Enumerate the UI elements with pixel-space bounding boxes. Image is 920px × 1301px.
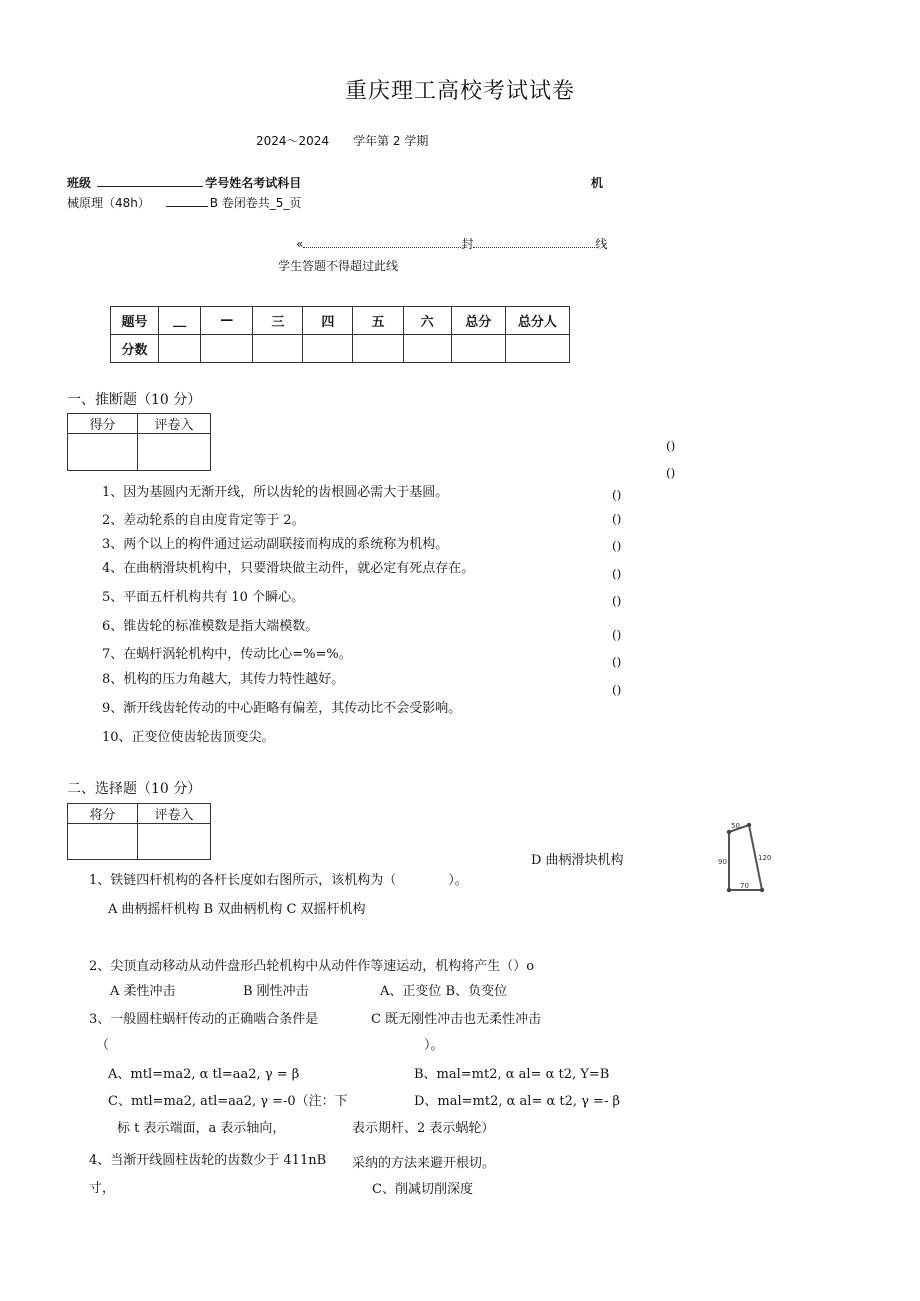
link-label-bottom: 70 bbox=[740, 882, 749, 890]
s1-question-10: 10、正变位使齿轮齿顶变尖。 bbox=[102, 730, 275, 745]
s2-question-1: 1、铁链四杆机构的各杆长度如右图所示，该机构为（ ）。 bbox=[89, 873, 468, 888]
seal-dots-2 bbox=[473, 237, 595, 248]
answer-paren[interactable]: () bbox=[612, 628, 622, 642]
paper-info: B 卷闭卷共_5_页 bbox=[209, 196, 302, 210]
s2-q4-right: 采纳的方法来避开根切。 bbox=[352, 1156, 496, 1171]
answer-paren[interactable]: () bbox=[612, 594, 622, 608]
answer-paren[interactable]: () bbox=[612, 488, 622, 502]
joint bbox=[760, 888, 764, 892]
score-col-5: 五 bbox=[353, 307, 403, 335]
s2-question-2: 2、尖顶直动移动从动件盘形凸轮机构中从动件作等速运动，机构将产生（）o bbox=[89, 959, 535, 974]
s1-question-8: 8、机构的压力角越大，其传力特性越好。 bbox=[102, 672, 345, 687]
s2-q2-option-b: B 刚性冲击 bbox=[243, 984, 309, 999]
section2-score-box bbox=[67, 803, 211, 860]
s2-q3-option-c: C、mtl=ma2, atl=aa2, γ =-0（注：下 bbox=[108, 1094, 348, 1109]
course-blank[interactable] bbox=[166, 194, 208, 207]
s2-q3-paren-open: （ bbox=[96, 1038, 110, 1053]
section1-score-label: 得分 bbox=[68, 414, 138, 434]
s1-question-2: 2、差动轮系的自由度肯定等于 2。 bbox=[102, 513, 305, 528]
s1-question-4: 4、在曲柄滑块机构中，只要滑块做主动件，就必定有死点存在。 bbox=[102, 561, 475, 576]
answer-paren[interactable]: () bbox=[666, 466, 676, 480]
score-col-grader: 总分人 bbox=[505, 307, 569, 335]
s2-q1-options: A 曲柄摇杆机构 B 双曲柄机构 C 双摇杆机构 bbox=[108, 902, 366, 917]
section1-score-cell[interactable] bbox=[68, 434, 138, 471]
s1-question-6: 6、锥齿轮的标准模数是指大端模数。 bbox=[102, 619, 319, 634]
score-cell[interactable] bbox=[403, 335, 451, 363]
seal-end: 线 bbox=[595, 237, 608, 251]
four-bar-linkage-figure bbox=[712, 812, 776, 898]
score-cell[interactable] bbox=[451, 335, 505, 363]
answer-paren[interactable]: () bbox=[612, 539, 622, 553]
section1-grader-cell[interactable] bbox=[138, 434, 211, 471]
score-cell[interactable] bbox=[253, 335, 303, 363]
section1-heading: 一、推断题（10 分） bbox=[67, 392, 202, 408]
s2-q3-option-a: A、mtl=ma2, α tl=aa2, γ = β bbox=[108, 1067, 300, 1082]
s2-q3-option-b: B、mal=mt2, α al= α t2, Y=B bbox=[414, 1067, 610, 1082]
link-label-top: 50 bbox=[731, 822, 740, 830]
score-col-2: — bbox=[201, 307, 253, 335]
info-row-1 bbox=[67, 174, 301, 191]
score-row-header-score: 分数 bbox=[111, 335, 159, 363]
seal-dots-1 bbox=[303, 237, 461, 248]
section2-score-label: 将分 bbox=[68, 804, 138, 824]
answer-paren[interactable]: () bbox=[612, 655, 622, 669]
section1-score-box bbox=[67, 413, 211, 471]
s1-question-1: 1、因为基圆内无渐开线，所以齿轮的齿根圆必需大于基圆。 bbox=[102, 485, 449, 500]
link-label-left: 90 bbox=[718, 858, 727, 866]
s2-q3-option-d: D、mal=mt2, α al= α t2, γ =- β bbox=[414, 1094, 620, 1109]
joint bbox=[727, 888, 731, 892]
answer-paren[interactable]: () bbox=[612, 512, 622, 526]
s1-question-9: 9、渐开线齿轮传动的中心距略有偏差，其传动比不会受影响。 bbox=[102, 701, 462, 716]
score-cell[interactable] bbox=[159, 335, 201, 363]
subject-start: 机 bbox=[591, 176, 604, 190]
score-col-3: 三 bbox=[253, 307, 303, 335]
seal-start: « bbox=[296, 237, 304, 251]
answer-paren[interactable]: () bbox=[612, 567, 622, 581]
term-line: 2024～2024 学年第 2 学期 bbox=[256, 134, 429, 148]
score-col-1: __ bbox=[159, 307, 201, 335]
score-table bbox=[110, 306, 570, 363]
seal-mid: 封 bbox=[461, 237, 474, 251]
section1-grader-label: 评卷入 bbox=[138, 414, 211, 434]
answer-paren[interactable]: () bbox=[612, 683, 622, 697]
s2-q2-extra: A、正变位 B、负变位 bbox=[380, 984, 508, 999]
course-name: 械原理（48h） bbox=[67, 196, 150, 210]
link-label-right: 120 bbox=[758, 854, 772, 862]
info-row-2 bbox=[67, 194, 301, 211]
score-col-4: 四 bbox=[303, 307, 353, 335]
s2-q2-option-c: C 既无刚性冲击也无柔性冲击 bbox=[371, 1012, 542, 1027]
joint bbox=[747, 823, 751, 827]
class-label: 班级 bbox=[67, 176, 92, 190]
section2-score-cell[interactable] bbox=[68, 824, 138, 860]
section2-grader-label: 评卷入 bbox=[138, 804, 211, 824]
s2-q1-option-d: D 曲柄滑块机构 bbox=[531, 853, 624, 868]
s1-question-5: 5、平面五杆机构共有 10 个瞬心。 bbox=[102, 590, 305, 605]
section2-grader-cell[interactable] bbox=[138, 824, 211, 860]
section2-heading: 二、选择题（10 分） bbox=[67, 781, 202, 797]
s2-q2-option-a: A 柔性冲击 bbox=[110, 984, 176, 999]
s2-q4-option-c: C、削减切削深度 bbox=[372, 1182, 473, 1197]
s2-q3-paren-close: ）。 bbox=[424, 1038, 444, 1053]
s2-question-4: 4、当渐开线圆柱齿轮的齿数少于 411nB bbox=[89, 1153, 327, 1168]
score-col-6: 六 bbox=[403, 307, 451, 335]
answer-paren[interactable]: () bbox=[666, 439, 676, 453]
score-cell[interactable] bbox=[201, 335, 253, 363]
seal-line bbox=[296, 235, 607, 252]
s2-q3-note-left: 标 t 表示端面，a 表示轴向， bbox=[117, 1121, 286, 1136]
score-row-header-question: 题号 bbox=[111, 307, 159, 335]
seal-notice: 学生答题不得超过此线 bbox=[278, 259, 399, 273]
score-cell[interactable] bbox=[505, 335, 569, 363]
exam-title: 重庆理工高校考试试卷 bbox=[344, 79, 575, 104]
score-cell[interactable] bbox=[353, 335, 403, 363]
s1-question-7: 7、在蜗杆涡轮机构中，传动比心=%=%。 bbox=[102, 647, 352, 662]
score-col-total: 总分 bbox=[451, 307, 505, 335]
class-blank[interactable] bbox=[97, 174, 203, 187]
score-cell[interactable] bbox=[303, 335, 353, 363]
s2-question-3: 3、一般圆柱蜗杆传动的正确啮合条件是 bbox=[89, 1012, 319, 1027]
info-labels: 学号姓名考试科目 bbox=[205, 176, 302, 190]
joint bbox=[727, 830, 731, 834]
s1-question-3: 3、两个以上的构件通过运动副联接而构成的系统称为机构。 bbox=[102, 537, 449, 552]
s2-q3-note-right: 表示期杆、2 表示蜗轮） bbox=[352, 1121, 495, 1136]
s2-q4-cont: 寸， bbox=[89, 1181, 116, 1196]
